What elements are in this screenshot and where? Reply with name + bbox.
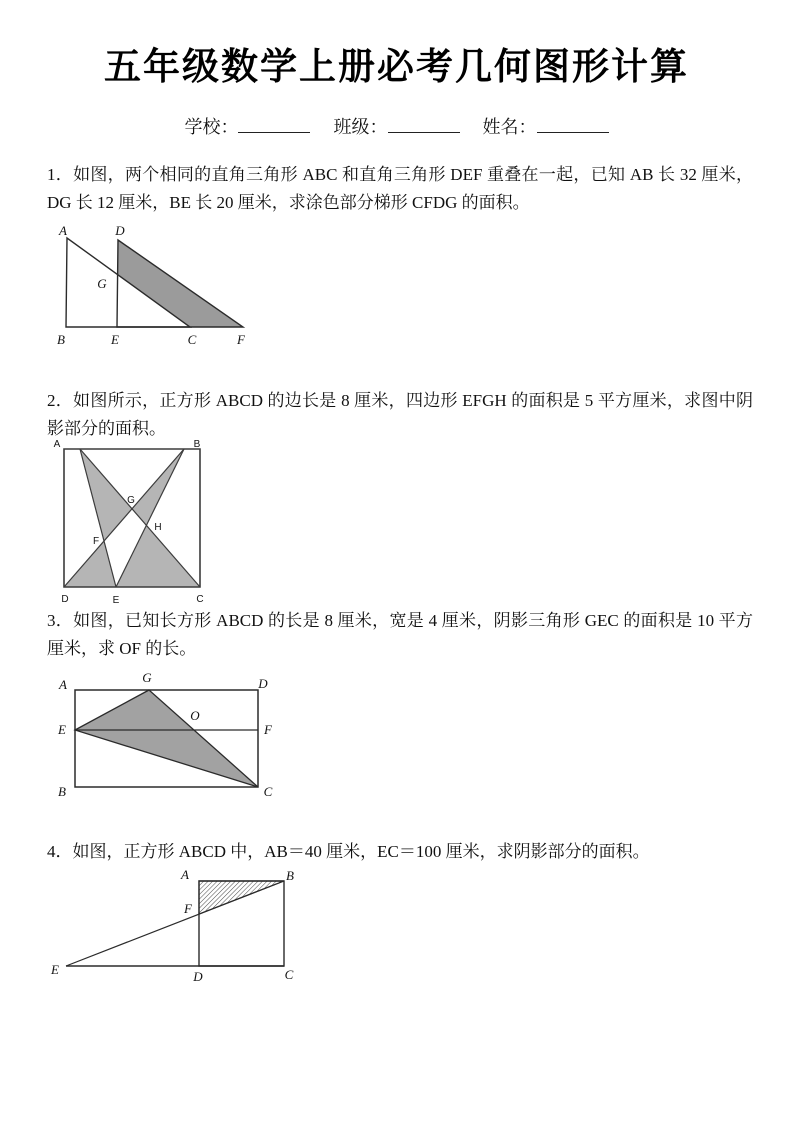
name-field (483, 117, 609, 137)
vertex-label-B: B (286, 868, 294, 884)
vertex-label-H: H (154, 522, 162, 534)
vertex-label-B: B (57, 332, 65, 348)
page-title: 五年级数学上册必考几何图形计算 (104, 46, 689, 87)
problem-3 (0, 607, 793, 800)
figure-problem-4 (40, 868, 793, 987)
vertex-label-D: D (258, 676, 268, 692)
school-field (184, 117, 310, 137)
vertex-label-E: E (112, 595, 120, 606)
vertex-label-C: C (263, 784, 273, 800)
vertex-label-C: C (187, 332, 197, 348)
problem-1 (0, 161, 793, 350)
vertex-label-G: G (97, 276, 107, 292)
problem-3-text: 3．如图，已知长方形 ABCD 的长是 8 厘米，宽是 4 厘米，阴影三角形 GEC 的面积是 10 平方厘米，求 OF 的长。 (47, 611, 753, 659)
vertex-label-D: D (61, 594, 69, 606)
shaded-triangle-bottom-left (64, 541, 116, 587)
figure-svg (50, 222, 260, 350)
figure-svg (50, 435, 215, 605)
vertex-label-D: D (115, 223, 125, 239)
vertex-label-D: D (193, 969, 203, 985)
problem-1-text: 1．如图，两个相同的直角三角形 ABC 和直角三角形 DEF 重叠在一起，已知 AB 长 32 厘米，DG 长 12 厘米，BE 长 20 厘米，求涂色部分梯形 CFDG 的面积。 (47, 165, 753, 213)
problem-4 (0, 838, 793, 987)
vertex-label-F: F (264, 722, 272, 738)
vertex-label-G: G (127, 495, 135, 507)
vertex-label-F: F (237, 332, 245, 348)
school-blank-line (238, 118, 310, 133)
vertex-label-E: E (51, 962, 59, 978)
vertex-label-B: B (58, 784, 66, 800)
vertex-label-A: A (59, 223, 67, 239)
shaded-triangle-top-right (132, 449, 184, 525)
name-label: 姓名： (482, 117, 537, 138)
problem-2 (0, 387, 793, 605)
shaded-triangle-GEC (75, 690, 258, 787)
vertex-label-C: C (196, 594, 204, 606)
figure-problem-1 (50, 222, 793, 350)
shaded-triangle-top-left (80, 449, 132, 541)
vertex-label-B: B (193, 439, 201, 451)
vertex-label-F: F (184, 901, 192, 917)
vertex-label-O: O (190, 708, 200, 724)
line-E-B (66, 881, 284, 966)
vertex-label-C: C (284, 967, 294, 983)
vertex-label-E: E (111, 332, 119, 348)
vertex-label-A: A (53, 439, 61, 451)
shaded-triangle-bottom-right (116, 525, 200, 587)
class-blank-line (388, 118, 460, 133)
class-label: 班级： (333, 117, 388, 138)
school-label: 学校： (184, 117, 239, 138)
figure-problem-3 (55, 665, 793, 800)
class-field (334, 117, 460, 137)
problem-2-text: 2．如图所示，正方形 ABCD 的边长是 8 厘米，四边形 EFGH 的面积是 5 平方厘米，求图中阴影部分的面积。 (47, 391, 753, 439)
problem-4-text: 4．如图，正方形 ABCD 中，AB＝40 厘米，EC＝100 厘米，求阴影部分的面积。 (47, 842, 650, 862)
figure-problem-2 (50, 435, 793, 605)
vertex-label-A: A (181, 868, 189, 883)
figure-svg (40, 868, 305, 987)
vertex-label-A: A (59, 677, 67, 693)
vertex-label-F: F (92, 536, 100, 548)
name-blank-line (537, 118, 609, 133)
vertex-label-E: E (58, 722, 66, 738)
figure-svg (55, 665, 285, 800)
header-fields (0, 113, 793, 139)
vertex-label-G: G (142, 670, 152, 686)
